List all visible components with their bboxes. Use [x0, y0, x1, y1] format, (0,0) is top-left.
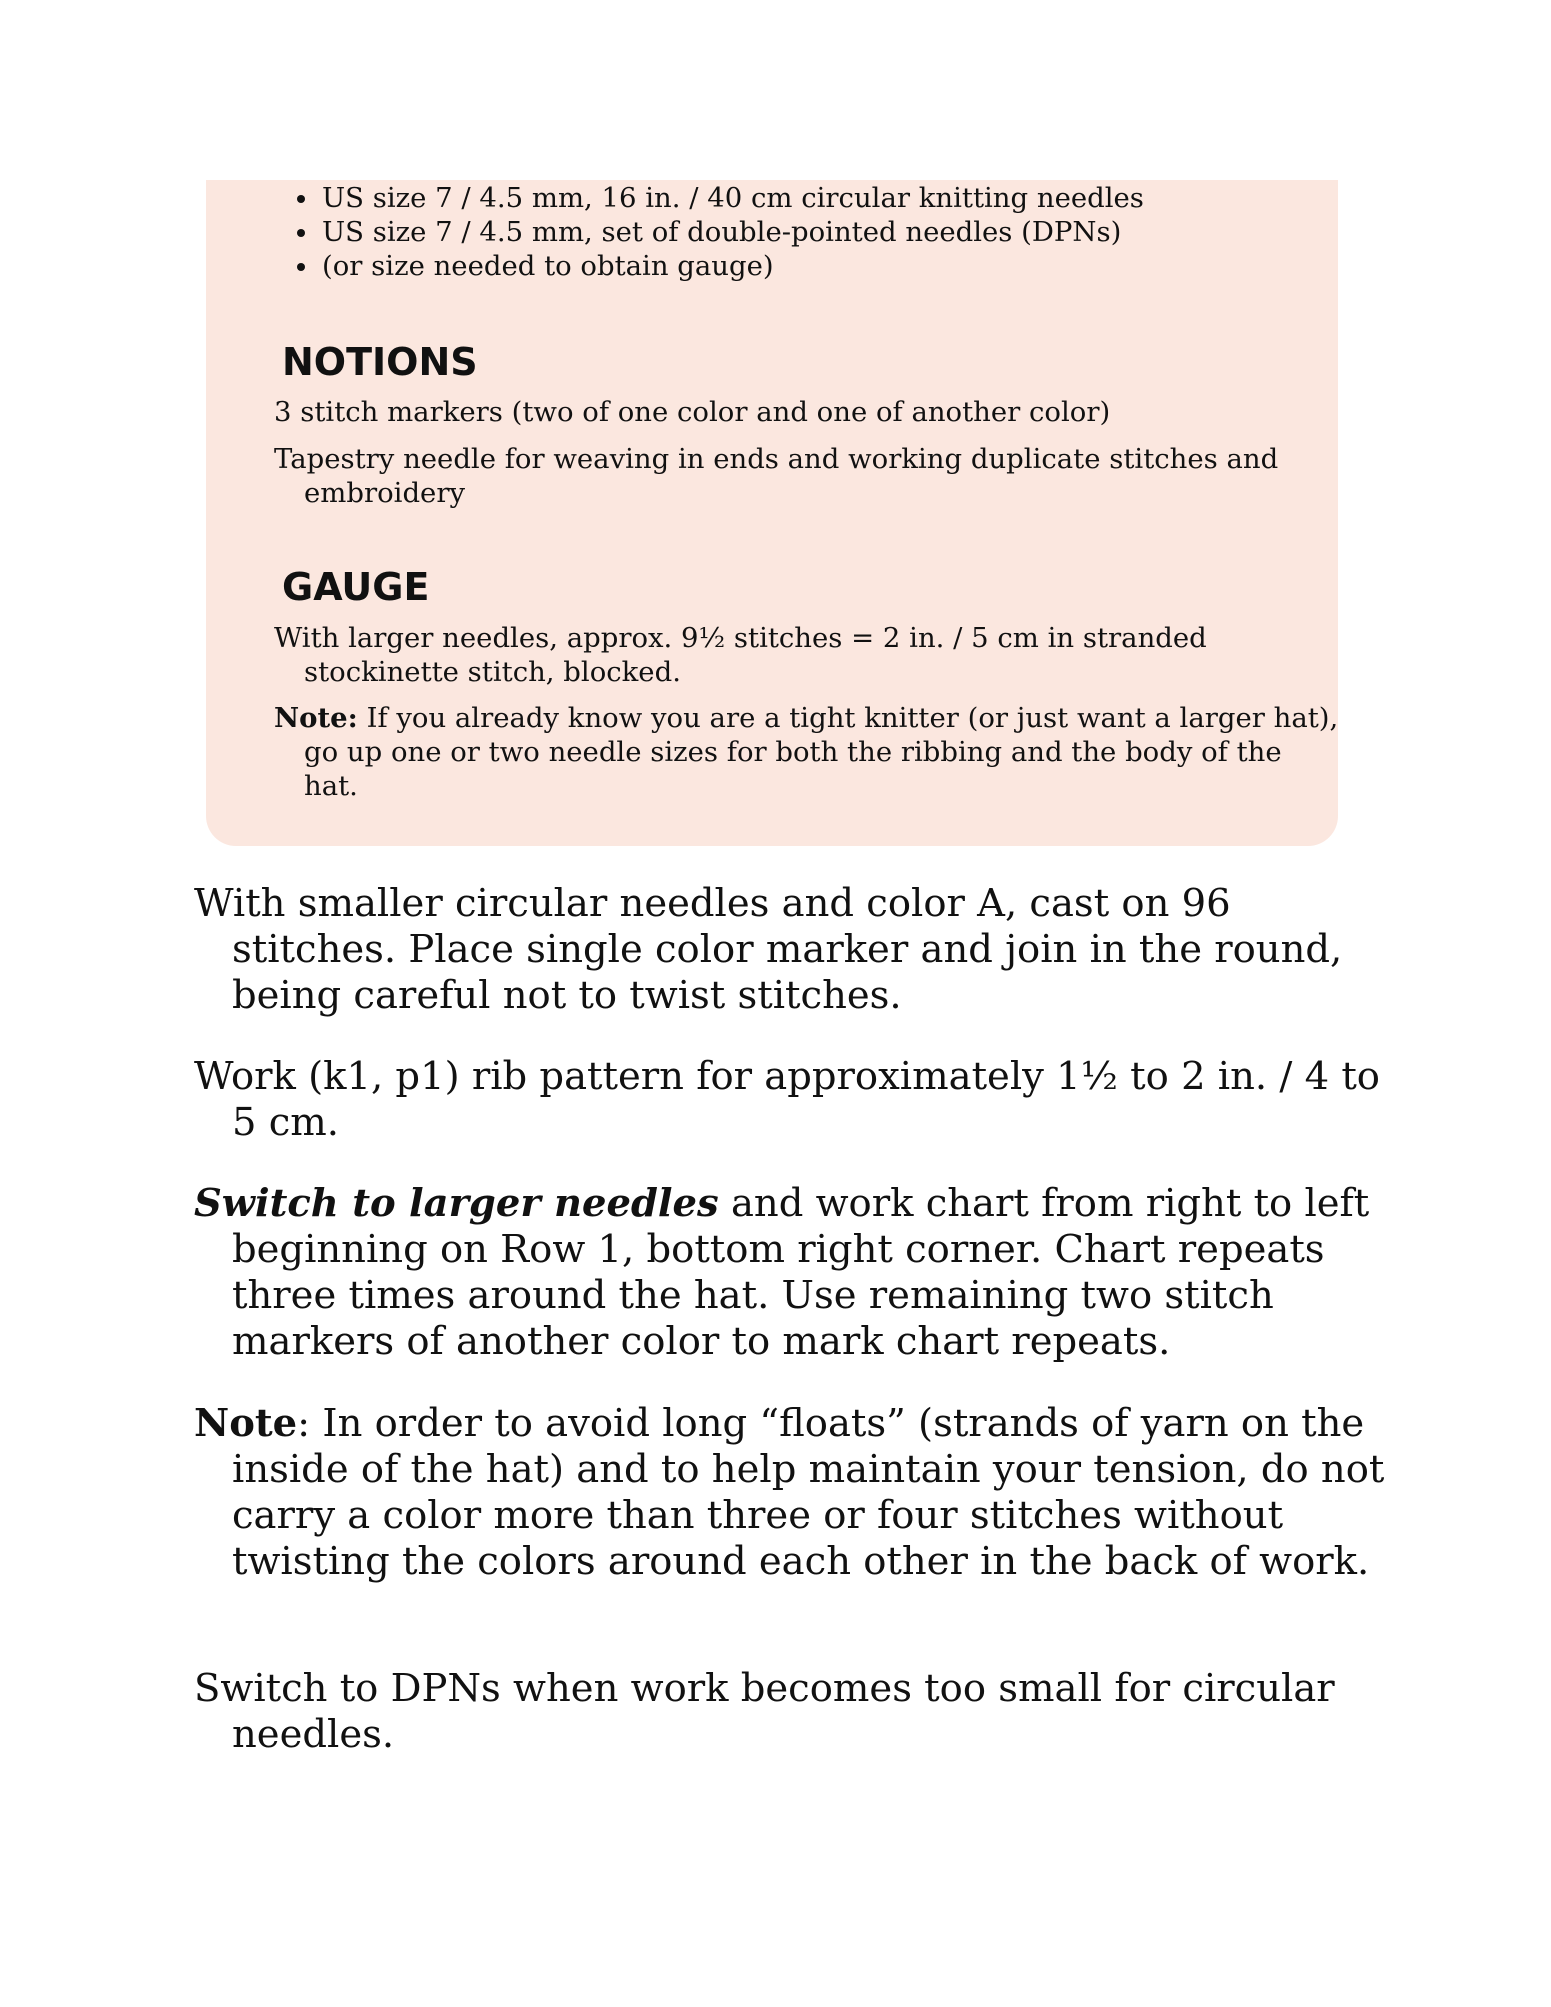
notions-item: 3 stitch markers (two of one color and one of another color)	[274, 396, 1111, 428]
needles-list	[290, 181, 1144, 283]
gauge-note	[274, 701, 1344, 803]
list-item: • US size 7 / 4.5 mm, 16 in. / 40 cm circular knitting needles	[320, 181, 1144, 215]
gauge-note-label: Note:	[274, 702, 358, 734]
instruction-rib: Work (k1, p1) rib pattern for approximately 1½ to 2 in. / 4 to 5 cm.	[194, 1054, 1380, 1145]
list-item: • (or size needed to obtain gauge)	[320, 249, 1144, 283]
notions-heading: NOTIONS	[282, 340, 478, 384]
instruction-chart-lead: Switch to larger needles	[194, 1181, 719, 1226]
list-item: • US size 7 / 4.5 mm, set of double-pointed needles (DPNs)	[320, 215, 1144, 249]
gauge-heading: GAUGE	[282, 565, 430, 609]
gauge-text: With larger needles, approx. 9½ stitches = 2 in. / 5 cm in stranded stockinette stitch, blocked.	[274, 622, 1207, 688]
notions-item: Tapestry needle for weaving in ends and working duplicate stitches and embroidery	[274, 443, 1279, 509]
instruction-note	[194, 1401, 1402, 1585]
instruction-note-text: : In order to avoid long “floats” (strands of yarn on the inside of the hat) and to help maintain your tension, do not carry a color more than three or four stitches without twisting the colors around each other in the back of work.	[232, 1401, 1385, 1584]
instruction-cast-on: With smaller circular needles and color A, cast on 96 stitches. Place single color marker and join in the round, being careful not to twist stitches.	[194, 881, 1343, 1018]
gauge-note-text: If you already know you are a tight knitter (or just want a larger hat), go up one or two needle sizes for both the ribbing and the body of the hat.	[304, 702, 1339, 802]
instruction-chart-text: and work chart from right to left beginning on Row 1, bottom right corner. Chart repeats three times around the hat. Use remaining two stitch markers of another color to mark chart repeats.	[232, 1181, 1370, 1364]
instruction-chart	[194, 1181, 1402, 1365]
instruction-note-lead: Note	[194, 1401, 298, 1446]
instruction-dpns: Switch to DPNs when work becomes too small for circular needles.	[194, 1666, 1335, 1757]
